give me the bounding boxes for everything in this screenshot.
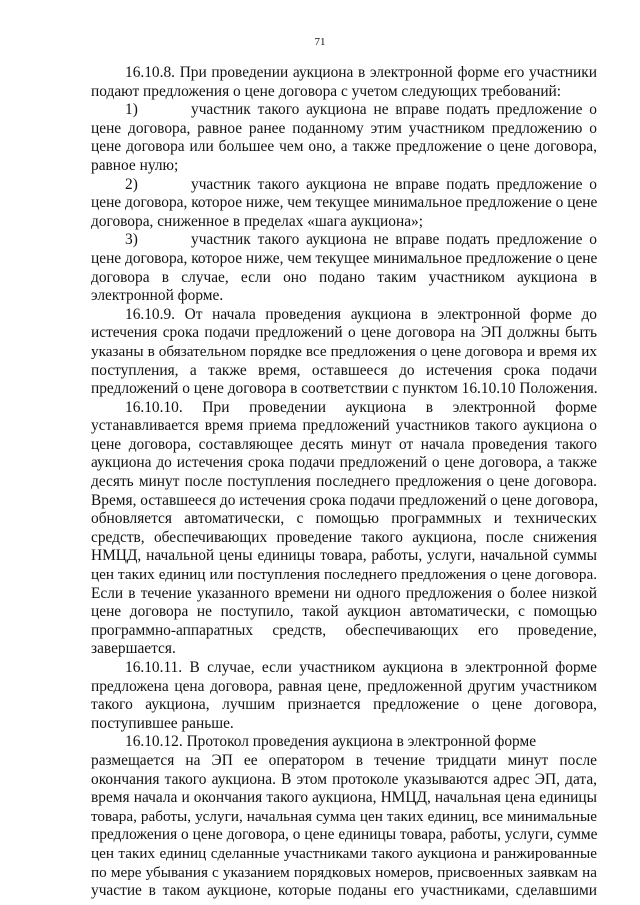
text-line: цене договора, которое ниже, чем текущее минимальное предложение о цене — [91, 194, 598, 212]
text-line: десять минут после поступления последнего предложения о цене договора. — [91, 473, 597, 491]
text-line: цен таких единиц сделанные участниками такого аукциона и ранжированные — [91, 844, 597, 862]
list-item-number: 2) — [125, 175, 138, 193]
text-line: электронной форме. — [91, 287, 224, 305]
list-item-text: участник такого аукциона не вправе подать предложение о — [191, 101, 597, 119]
text-line: 16.10.9. От начала проведения аукциона в электронной форме до — [125, 305, 597, 323]
text-line: цене договора, составляющее десять минут от начала проведения такого — [91, 435, 597, 453]
list-item-text: участник такого аукциона не вправе подать предложение о — [191, 231, 597, 249]
text-line: поступившее раньше. — [91, 714, 234, 732]
text-line: поступления, а также время, оставшееся до истечения срока подачи — [91, 361, 597, 379]
text-line: по мере убывания с указанием порядковых номеров, присвоенных заявкам на — [91, 863, 597, 881]
text-line: подают предложения о цене договора с учетом следующих требований: — [91, 82, 562, 100]
text-line: товара, работы, услуги, начальная сумма цен таких единиц, все минимальные — [91, 807, 597, 825]
text-line: договора в случае, если оно подано таким участником аукциона в — [91, 268, 597, 286]
text-line: 16.10.11. В случае, если участником аукциона в электронной форме — [125, 659, 597, 676]
list-item-text: участник такого аукциона не вправе подать предложение о — [191, 175, 597, 193]
text-line: цене договора, равное ранее поданному этим участником предложению о — [91, 119, 597, 137]
text-line: предложена цена договора, равная цене, предложенной другим участником — [91, 677, 597, 695]
text-line: средств, обеспечивающих проведение такого аукциона, после снижения — [91, 528, 597, 546]
text-line: такого аукциона, лучшим признается предложение о цене договора, — [91, 696, 597, 714]
text-line: участие в таком аукционе, которые поданы его участниками, сделавшими — [91, 882, 597, 900]
text-line: договора, сниженное в пределах «шага аукциона»; — [91, 212, 424, 230]
text-line: программно-аппаратных средств, обеспечивающих его проведение, — [91, 621, 597, 639]
text-line: окончания такого аукциона. В этом протоколе указываются адрес ЭП, дата, — [91, 770, 597, 788]
text-line: 16.10.10. При проведении аукциона в электронной форме — [125, 398, 597, 416]
text-line: цене договора или большее чем оно, а также предложение о цене договора, — [91, 138, 597, 156]
text-line: Если в течение указанного времени ни одного предложения о более низкой — [91, 584, 597, 602]
text-line: устанавливается время приема предложений участников такого аукциона о — [91, 417, 597, 435]
text-line: предложений о цене договора в соответствии с пунктом 16.10.10 Положения. — [91, 380, 598, 398]
text-line: истечения срока подачи предложений о цене договора на ЭП должны быть — [91, 324, 597, 342]
list-item-line — [91, 176, 597, 195]
text-line: завершается. — [91, 640, 176, 658]
text-line: Время, оставшееся до истечения срока подачи предложений о цене договора, — [91, 491, 599, 509]
text-line: цене договора не поступило, такой аукцион автоматически, с помощью — [91, 603, 597, 621]
text-line: обновляется автоматически, с помощью программных и технических — [91, 510, 597, 528]
text-line: 16.10.8. При проведении аукциона в электронной форме его участники — [125, 64, 597, 81]
text-line: цен таких единиц или поступления последнего предложения о цене договора. — [91, 566, 597, 584]
text-line: НМЦД, начальной цены единицы товара, работы, услуги, начальной суммы — [91, 547, 597, 565]
list-item-line — [91, 101, 597, 120]
page-number: 71 — [314, 36, 326, 48]
document-body — [91, 64, 597, 901]
list-item-line — [91, 231, 597, 250]
text-line: равное нулю; — [91, 156, 179, 174]
text-line: размещается на ЭП ее оператором в течение тридцати минут после — [91, 751, 597, 769]
text-line: указаны в обязательном порядке все предложения о цене договора и время их — [91, 342, 597, 360]
list-item-number: 1) — [125, 101, 138, 119]
text-line: предложения о цене договора, о цене единицы товара, работы, услуги, сумме — [91, 826, 598, 844]
text-line: аукциона до истечения срока подачи предложений о цене договора, а также — [91, 454, 597, 472]
list-item-number: 3) — [125, 231, 138, 249]
text-line: время начала и окончания такого аукциона, НМЦД, начальная цена единицы — [91, 789, 597, 807]
text-line: цене договора, которое ниже, чем текущее минимальное предложение о цене — [91, 249, 598, 267]
text-line: 16.10.12. Протокол проведения аукциона в электронной форме — [125, 733, 537, 751]
